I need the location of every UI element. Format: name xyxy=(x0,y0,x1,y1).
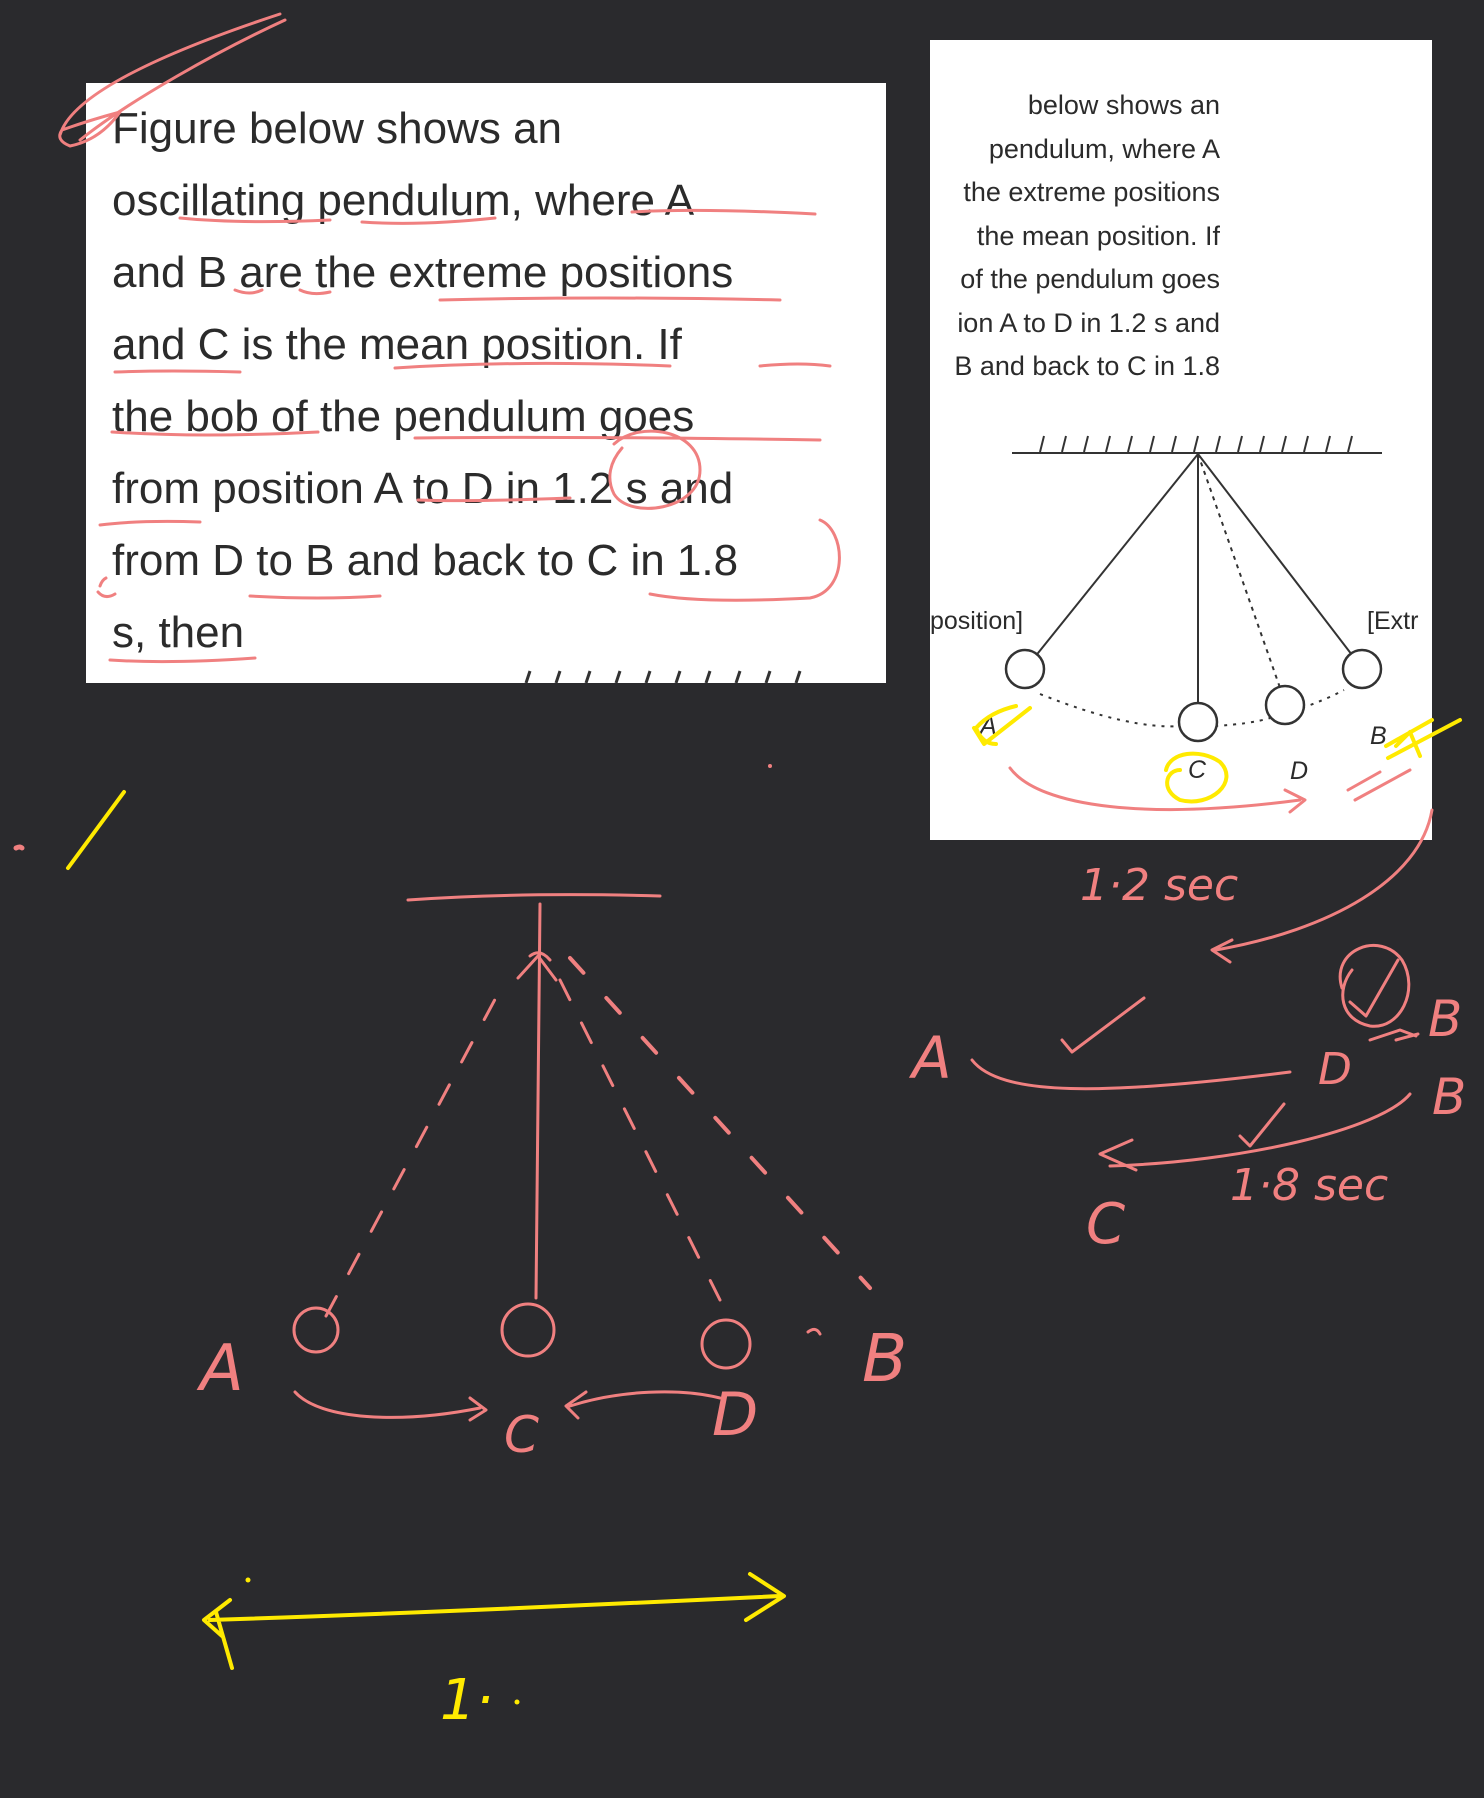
ink-yellow-label: 1· xyxy=(440,1668,494,1733)
ink-time-2: 1·8 sec xyxy=(1230,1160,1389,1211)
sketch-string-b xyxy=(570,958,870,1288)
sketch-string-d xyxy=(560,980,720,1300)
question-line: and B are the extreme positions xyxy=(112,248,734,297)
ink-yellow-double-arrow xyxy=(204,1574,784,1668)
figure-question-line: below shows an xyxy=(1027,90,1220,120)
sketch-string-a xyxy=(326,990,500,1316)
label-bob-c: C xyxy=(1188,756,1207,784)
sketch-bob-d xyxy=(702,1320,750,1368)
figure-question-line: the extreme positions xyxy=(963,177,1220,207)
sketch-ceiling xyxy=(408,895,660,900)
ink-bracket-time2 xyxy=(650,520,839,600)
label-bob-d: D xyxy=(1290,757,1309,785)
sketch-label-a: A xyxy=(200,1332,244,1406)
ink-check-ad xyxy=(1062,998,1144,1052)
label-bob-b: B xyxy=(1370,722,1387,750)
ink-label-d: D xyxy=(1318,1044,1352,1095)
figure-question-line: of the pendulum goes xyxy=(960,264,1220,294)
ink-pink-strokes xyxy=(1348,770,1410,800)
ink-circle-time1 xyxy=(610,431,700,508)
ink-yellow-strokes xyxy=(1386,720,1460,758)
question-line: the bob of the pendulum goes xyxy=(112,392,695,441)
ink-arc-bc xyxy=(1100,1094,1410,1170)
sketch-pivot xyxy=(518,953,556,980)
ink-label-c: C xyxy=(1086,1192,1126,1257)
sketch-arrow-ac xyxy=(295,1392,486,1420)
question-line: from position A to D in 1.2 s and xyxy=(112,464,734,513)
ink-label-b2: B xyxy=(1432,1068,1467,1126)
ink-arc-ad xyxy=(972,1060,1290,1089)
sketch-tick xyxy=(808,1329,820,1334)
sketch-bob-a xyxy=(294,1308,338,1352)
sketch-bob-c xyxy=(502,1304,554,1356)
figure-question-line: ion A to D in 1.2 s and xyxy=(957,307,1220,338)
ink-underlines xyxy=(98,210,830,661)
question-line: and C is the mean position. If xyxy=(112,320,682,369)
sketch-label-b: B xyxy=(862,1320,908,1397)
ink-circle-c xyxy=(1166,754,1226,802)
figure-question-line: the mean position. If xyxy=(976,220,1220,251)
ink-dot xyxy=(768,764,772,768)
ink-flourish xyxy=(60,14,285,146)
ink-dash xyxy=(16,847,22,848)
ink-check-a xyxy=(974,706,1030,744)
question-line: s, then xyxy=(112,608,245,657)
ink-arrow-db xyxy=(1370,1030,1418,1040)
sketch-label-d: D xyxy=(712,1380,759,1450)
ink-arrow-down xyxy=(1212,810,1432,962)
figure-question-line: pendulum, where A xyxy=(988,133,1220,164)
label-extreme-position: [Extr xyxy=(1367,607,1419,635)
sketch-arrow-dc xyxy=(566,1392,720,1418)
figure-question-line: B and back to C in 1.8 xyxy=(954,351,1220,381)
ink-yellow-dot-2 xyxy=(515,1700,520,1705)
label-mean-position: position] xyxy=(930,607,1024,635)
ink-circle-check xyxy=(1340,945,1409,1026)
sketch-string-mid xyxy=(536,904,540,1298)
ink-yellow-dot xyxy=(246,1578,251,1583)
ink-arrow-bottom xyxy=(1010,768,1305,812)
ink-time-1: 1·2 sec xyxy=(1080,860,1239,911)
ink-label-b: B xyxy=(1428,990,1463,1048)
ink-check-bc xyxy=(1240,1104,1284,1146)
ink-slash xyxy=(68,792,124,868)
ink-label-a: A xyxy=(912,1024,952,1092)
question-line: Figure below shows an xyxy=(112,104,563,153)
question-line: from D to B and back to C in 1.8 xyxy=(112,536,739,585)
sketch-label-c: C xyxy=(504,1406,539,1464)
question-line: oscillating pendulum, where A xyxy=(112,176,695,225)
label-bob-a: A xyxy=(980,712,997,740)
